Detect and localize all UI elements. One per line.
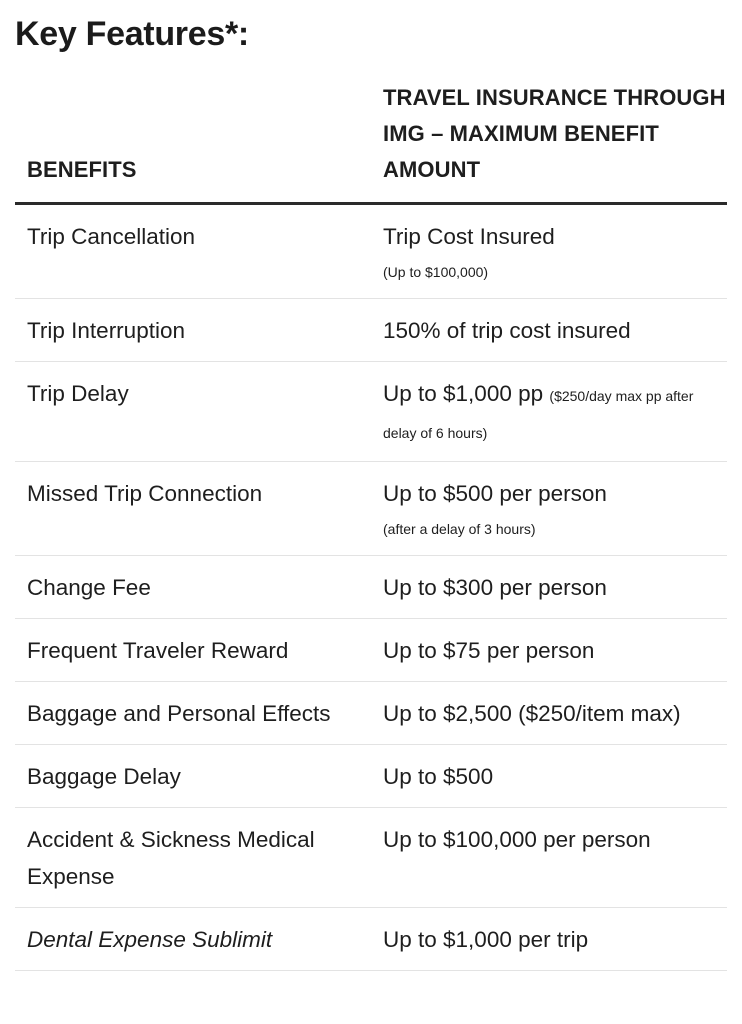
table-row bbox=[15, 808, 727, 908]
table-row bbox=[15, 908, 727, 971]
benefit-amount-cell bbox=[371, 745, 727, 808]
benefit-amount: Up to $300 per person bbox=[383, 575, 607, 600]
table-row bbox=[15, 299, 727, 362]
benefit-amount-cell bbox=[371, 556, 727, 619]
benefit-amount-cell bbox=[371, 908, 727, 971]
benefit-name: Missed Trip Connection bbox=[15, 462, 371, 556]
benefit-name: Trip Delay bbox=[15, 362, 371, 462]
table-row bbox=[15, 362, 727, 462]
benefit-amount: Up to $2,500 ($250/item max) bbox=[383, 701, 681, 726]
benefit-name: Baggage and Personal Effects bbox=[15, 682, 371, 745]
benefit-amount: Up to $75 per person bbox=[383, 638, 595, 663]
benefit-amount: Up to $1,000 per trip bbox=[383, 927, 589, 952]
key-features-table bbox=[15, 80, 727, 971]
benefit-note: (after a delay of 3 hours) bbox=[383, 521, 536, 537]
table-row bbox=[15, 556, 727, 619]
benefit-amount-cell bbox=[371, 204, 727, 299]
benefit-name: Frequent Traveler Reward bbox=[15, 619, 371, 682]
benefit-name: Trip Cancellation bbox=[15, 204, 371, 299]
table-row bbox=[15, 204, 727, 299]
benefit-amount-cell bbox=[371, 808, 727, 908]
benefit-name: Dental Expense Sublimit bbox=[15, 908, 371, 971]
benefit-amount: 150% of trip cost insured bbox=[383, 318, 631, 343]
benefit-amount-cell bbox=[371, 362, 727, 462]
benefit-note: (Up to $100,000) bbox=[383, 264, 489, 280]
benefit-amount-cell bbox=[371, 619, 727, 682]
table-row bbox=[15, 745, 727, 808]
table-row bbox=[15, 462, 727, 556]
benefit-name: Change Fee bbox=[15, 556, 371, 619]
page-title: Key Features*: bbox=[15, 15, 249, 53]
benefit-amount: Up to $500 bbox=[383, 764, 494, 789]
table-header bbox=[15, 80, 727, 204]
table-header-row bbox=[15, 80, 727, 204]
benefit-name: Baggage Delay bbox=[15, 745, 371, 808]
table-row bbox=[15, 682, 727, 745]
table-body bbox=[15, 204, 727, 971]
benefit-amount: Up to $500 per person bbox=[383, 481, 607, 506]
header-benefits: BENEFITS bbox=[15, 80, 371, 204]
header-maximum-benefit-amount: TRAVEL INSURANCE THROUGH IMG – MAXIMUM BENEFIT AMOUNT bbox=[371, 80, 727, 204]
table-row bbox=[15, 619, 727, 682]
benefit-amount: Up to $1,000 pp bbox=[383, 381, 544, 406]
benefit-amount-cell bbox=[371, 462, 727, 556]
benefit-note: ($250/day max pp after delay of 6 hours) bbox=[383, 388, 694, 441]
benefit-amount: Up to $100,000 per person bbox=[383, 827, 651, 852]
benefit-amount: Trip Cost Insured bbox=[383, 224, 555, 249]
benefit-amount-cell bbox=[371, 682, 727, 745]
benefit-name: Accident & Sickness Medical Expense bbox=[15, 808, 371, 908]
benefit-amount-cell bbox=[371, 299, 727, 362]
benefit-name: Trip Interruption bbox=[15, 299, 371, 362]
